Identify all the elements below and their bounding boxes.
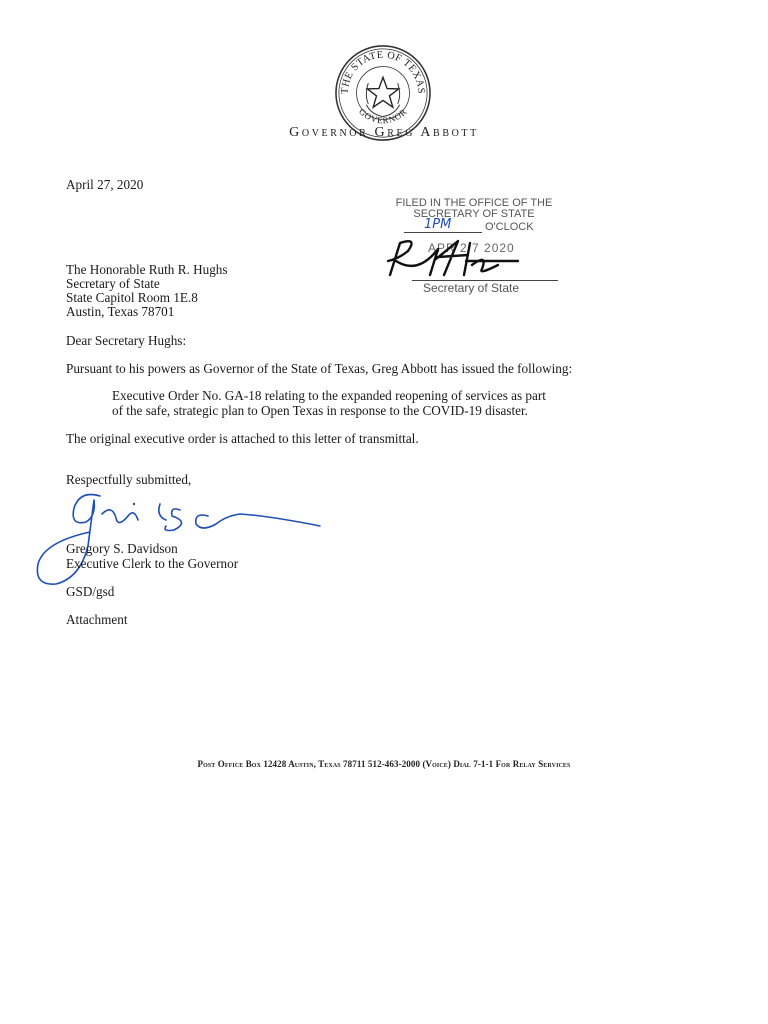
svg-text:GOVERNOR bbox=[357, 106, 409, 125]
recipient-title: Secretary of State bbox=[66, 276, 160, 291]
signer-signature bbox=[30, 486, 326, 590]
stamp-handwritten-time: 1PM bbox=[424, 217, 452, 232]
seal-top-text: THE STATE OF TEXAS bbox=[339, 49, 427, 95]
order-line-2: of the safe, strategic plan to Open Texas in response to the COVID-19 disaster. bbox=[112, 403, 528, 418]
recipient-address-line2: Austin, Texas 78701 bbox=[66, 304, 175, 319]
intro-paragraph: Pursuant to his powers as Governor of the State of Texas, Greg Abbott has issued the following: bbox=[66, 361, 573, 376]
signer-title: Executive Clerk to the Governor bbox=[66, 556, 239, 571]
secretary-signature bbox=[378, 235, 528, 283]
star-icon bbox=[367, 77, 398, 107]
footer-address: Post Office Box 12428 Austin, Texas 78711 512-463-2000 (Voice) Dial 7-1-1 For Relay Services bbox=[197, 759, 571, 769]
seal-bottom-text: GOVERNOR bbox=[357, 106, 409, 126]
stamp-line-1: FILED IN THE OFFICE OF THE bbox=[395, 197, 553, 209]
stamp-line-2: SECRETARY OF STATE bbox=[413, 208, 535, 220]
stamp-signature-caption: Secretary of State bbox=[422, 281, 520, 295]
stamp-oclock: O'CLOCK bbox=[485, 221, 534, 233]
signer-name: Gregory S. Davidson bbox=[66, 541, 178, 556]
letter-date: April 27, 2020 bbox=[66, 177, 144, 192]
recipient-name: The Honorable Ruth R. Hughs bbox=[66, 262, 228, 277]
letterhead-title: Governor Greg Abbott bbox=[289, 125, 479, 140]
enclosure-note: Attachment bbox=[66, 612, 128, 627]
order-line-1: Executive Order No. GA-18 relating to the expanded reopening of services as part bbox=[112, 388, 546, 403]
closing-note: The original executive order is attached to this letter of transmittal. bbox=[66, 431, 419, 446]
stamp-date: APR 2 7 2020 bbox=[428, 241, 515, 255]
stamp-time-rule bbox=[404, 232, 482, 233]
salutation: Dear Secretary Hughs: bbox=[66, 333, 187, 348]
signoff: Respectfully submitted, bbox=[66, 472, 192, 487]
reference-initials: GSD/gsd bbox=[66, 584, 115, 599]
recipient-address-line1: State Capitol Room 1E.8 bbox=[66, 290, 198, 305]
